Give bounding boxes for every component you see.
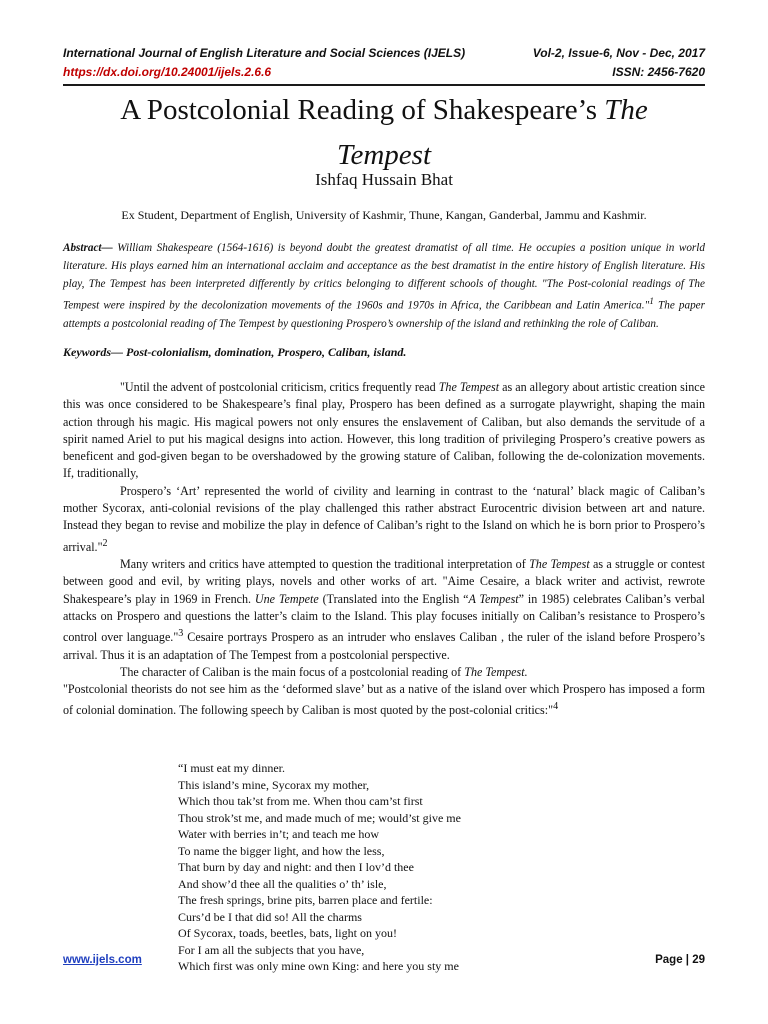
abstract <box>63 239 705 333</box>
title-italic-the: The <box>604 94 648 126</box>
paragraph-5: "Postcolonial theorists do not see him as the ‘deformed slave’ but as a native of the island over which Prospero has imposed a form of colonial domination. The following speech by Caliban is most quoted by the post-colonial critics:"$^4$ <box>63 682 705 718</box>
title-italic-tempest: Tempest <box>337 139 431 171</box>
journal-name: International Journal of English Literature and Social Sciences (IJELS) <box>63 46 466 60</box>
paragraph-2: Prospero’s ‘Art’ represented the world of civility and learning in contrast to the ‘natural’ black magic of Caliban’s mother Sycorax, anti-colonial revisions of the play challenged this rather abstract Eurocentric division between art and nature. Instead they began to revise and mobilize the play in defence of Caliban’s right to the Island on which he is born prior to Prospero’s arrival."$^2$ <box>63 483 705 554</box>
body-text <box>63 379 705 720</box>
issue-info: Vol-2, Issue-6, Nov - Dec, 2017 <box>532 46 705 60</box>
paragraph-4: The character of Caliban is the main focus of a postcolonial reading of The Tempest. <box>120 664 528 679</box>
poem-line: Which first was only mine own King: and here you sty me <box>178 959 459 973</box>
poem-line: That burn by day and night: and then I lov’d thee <box>178 860 414 874</box>
author-name: Ishfaq Hussain Bhat <box>315 170 453 189</box>
title-main: A Postcolonial Reading of Shakespeare’s <box>120 94 598 126</box>
poem-line: “I must eat my dinner. <box>178 761 285 775</box>
footnote-ref-4: 4 <box>553 701 559 713</box>
poem-line: The fresh springs, brine pits, barren place and fertile: <box>178 893 433 907</box>
poem-line: Water with berries in’t; and teach me how <box>178 827 380 841</box>
paragraph-1: "Until the advent of postcolonial criticism, critics frequently read The Tempest as an allegory about artistic creation since this was once considered to be Shakespeare’s final play, Prospero has been defined as a surrogate playwright, shaping the main action through his magic. His magical powers not only ensures the enslavement of Caliban, but also demands the servitude of a spirit named Ariel to put his magical designs into action. However, this long tradition of privileging Prospero’s creative powers as beneficent and god-given began to be overshadowed by the growing stature of Caliban, following the de-colonization movements. If, traditionally, <box>63 380 705 481</box>
footnote-ref-3: 3 <box>178 628 184 640</box>
poem-line: This island’s mine, Sycorax my mother, <box>178 777 370 792</box>
paragraph-3: Many writers and critics have attempted to question the traditional interpretation of The Tempest as a struggle or contest between good and evil, by writing plays, novels and other works of art. "Aime Cesaire, a black writer and activist, rewrote Shakespeare’s play in 1969 in French. Une Tempete (Translated into the English “A Tempest” in 1985) celebrates Caliban’s verbal attacks on Prospero and questions the latter’s claim to the Island. This play focuses initially on Caliban’s resistance to Prospero’s control over language."$^3$ Cesaire portrays Prospero as an intruder who enslaves Caliban , the ruler of the island before Prospero’s arrival. Thus it is an adaptation of The Tempest from a postcolonial perspective. <box>63 557 706 662</box>
keywords: Keywords— Post-colonialism, domination, Prospero, Caliban, island. <box>63 345 407 359</box>
issn: ISSN: 2456-7620 <box>612 65 705 79</box>
page-number: Page | 29 <box>655 954 705 966</box>
poem-line: Which thou tak’st from me. When thou cam’st first <box>178 794 423 808</box>
poem-line: And show’d thee all the qualities o’ th’ isle, <box>178 876 387 891</box>
poem-line: To name the bigger light, and how the less, <box>178 843 385 858</box>
footnote-ref-2: 2 <box>102 537 108 549</box>
quoted-speech <box>178 760 461 975</box>
journal-site-link[interactable]: www.ijels.com <box>63 954 142 966</box>
abstract-label: Abstract— <box>63 242 113 254</box>
poem-line: Thou strok’st me, and made much of me; would’st give me <box>178 810 461 825</box>
author-affiliation: Ex Student, Department of English, University of Kashmir, Thune, Kangan, Ganderbal, Jammu and Kashmir. <box>121 208 647 222</box>
header-divider <box>63 84 705 86</box>
abstract-footnote-ref: 1 <box>649 297 654 307</box>
abstract-text-1: William Shakespeare (1564-1616) is beyond doubt the greatest dramatist of all time. He occupies a position unique in world literature. His plays earned him an international acclaim and acceptance as the best dramatist in the entire history of English literature. His play, The Tempest has been interpreted differently by critics belonging to different schools of thought. "The Post-colonial readings of The Tempest were inspired by the decolonization movements of the 1960s and 1970s in Africa, the Caribbean and Latin America." <box>63 242 705 312</box>
poem-line: For I am all the subjects that you have, <box>178 942 365 957</box>
doi-link[interactable]: https://dx.doi.org/10.24001/ijels.2.6.6 <box>63 65 272 79</box>
paper-title <box>63 88 705 178</box>
poem-line: Curs’d be I that did so! All the charms <box>178 909 362 924</box>
abstract-text-2: The paper attempts a postcolonial reading of The Tempest by questioning Prospero’s ownership of the island and rethinking the role of Caliban. <box>63 299 705 330</box>
poem-line: Of Sycorax, toads, beetles, bats, light on you! <box>178 926 397 940</box>
